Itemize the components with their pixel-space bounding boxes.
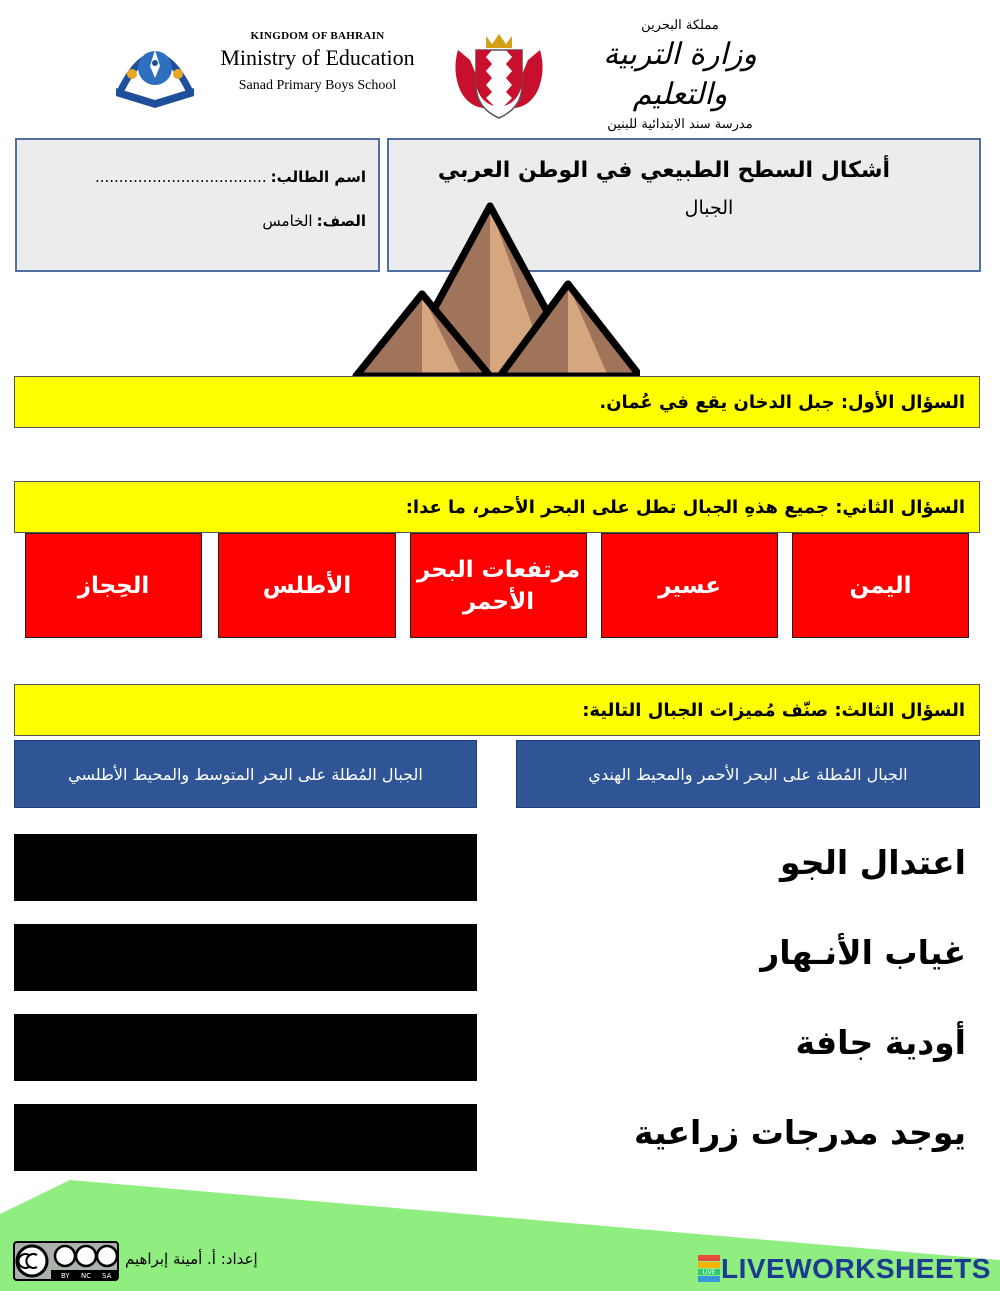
license-sa: SA [102,1272,112,1280]
category-red-sea-indian-ocean: الجبال المُطلة على البحر الأحمر والمحيط الهندي [516,740,980,808]
answer-box-2[interactable] [14,924,477,991]
live-badge-icon [697,1254,721,1284]
lesson-title: أشكال السطح الطبيعي في الوطن العربي [437,158,891,183]
question-2-text: السؤال الثاني: جميع هذهِ الجبال تطل على البحر الأحمر، ما عدا: [405,496,965,518]
creative-commons-badge [13,1241,119,1281]
option-red-sea-highlands[interactable]: مرتفعات البحر الأحمر [410,533,587,638]
option-asir[interactable]: عسير [601,533,778,638]
ministry-ar: وزارة التربية والتعليم [603,37,757,112]
student-info-box [15,138,380,272]
ministry-logo-ar [560,18,800,132]
feature-agricultural-terraces: يوجد مدرجات زراعية [633,1113,966,1152]
question-1 [14,376,980,428]
answer-box-4[interactable] [14,1104,477,1171]
student-name-field[interactable]: .................................... [94,168,267,186]
student-name-label: اسم الطالب: [270,168,366,186]
lesson-subtitle: الجبال [684,197,734,219]
school-ar: مدرسة سند الابتدائية للبنين [607,117,753,132]
kingdom-ar: مملكة البحرين [641,18,719,33]
kingdom-en: KINGDOM OF BAHRAIN [250,30,385,42]
mountain-illustration [350,200,640,380]
question-1-text: السؤال الأول: جبل الدخان يقع في عُمان. [599,391,965,413]
question-3-text: السؤال الثالث: صنّف مُميزات الجبال التالية: [582,699,965,721]
grade-label: الصف: [316,212,366,230]
coat-of-arms [450,30,548,122]
answer-box-1[interactable] [14,834,477,901]
feature-mild-climate: اعتدال الجو [780,843,966,882]
brand-text: LIVEWORKSHEETS [721,1253,991,1284]
ministry-logo-en [200,30,435,94]
live-badge-label: LIVE [702,1269,716,1276]
author-credit: إعداد: أ. أمينة إبراهيم [125,1250,258,1268]
school-en: Sanad Primary Boys School [238,78,397,93]
question-3 [14,684,980,736]
license-nc: NC [81,1272,92,1280]
answer-box-3[interactable] [14,1014,477,1081]
grade-value: الخامس [262,212,313,230]
feature-dry-valleys: أودية جافة [795,1023,966,1062]
question-2 [14,481,980,533]
category-mediterranean-atlantic: الجبال المُطلة على البحر المتوسط والمحيط الأطلسي [14,740,477,808]
school-logo [110,30,200,110]
liveworksheets-logo[interactable] [697,1253,991,1285]
option-yemen[interactable]: اليمن [792,533,969,638]
option-hijaz[interactable]: الحِجاز [25,533,202,638]
license-by: BY [61,1272,70,1280]
grade-row [29,212,366,230]
ministry-en: Ministry of Education [220,45,415,70]
student-name-row [29,168,366,186]
feature-no-rivers: غياب الأنـهار [760,933,966,972]
option-atlas[interactable]: الأطلس [218,533,396,638]
